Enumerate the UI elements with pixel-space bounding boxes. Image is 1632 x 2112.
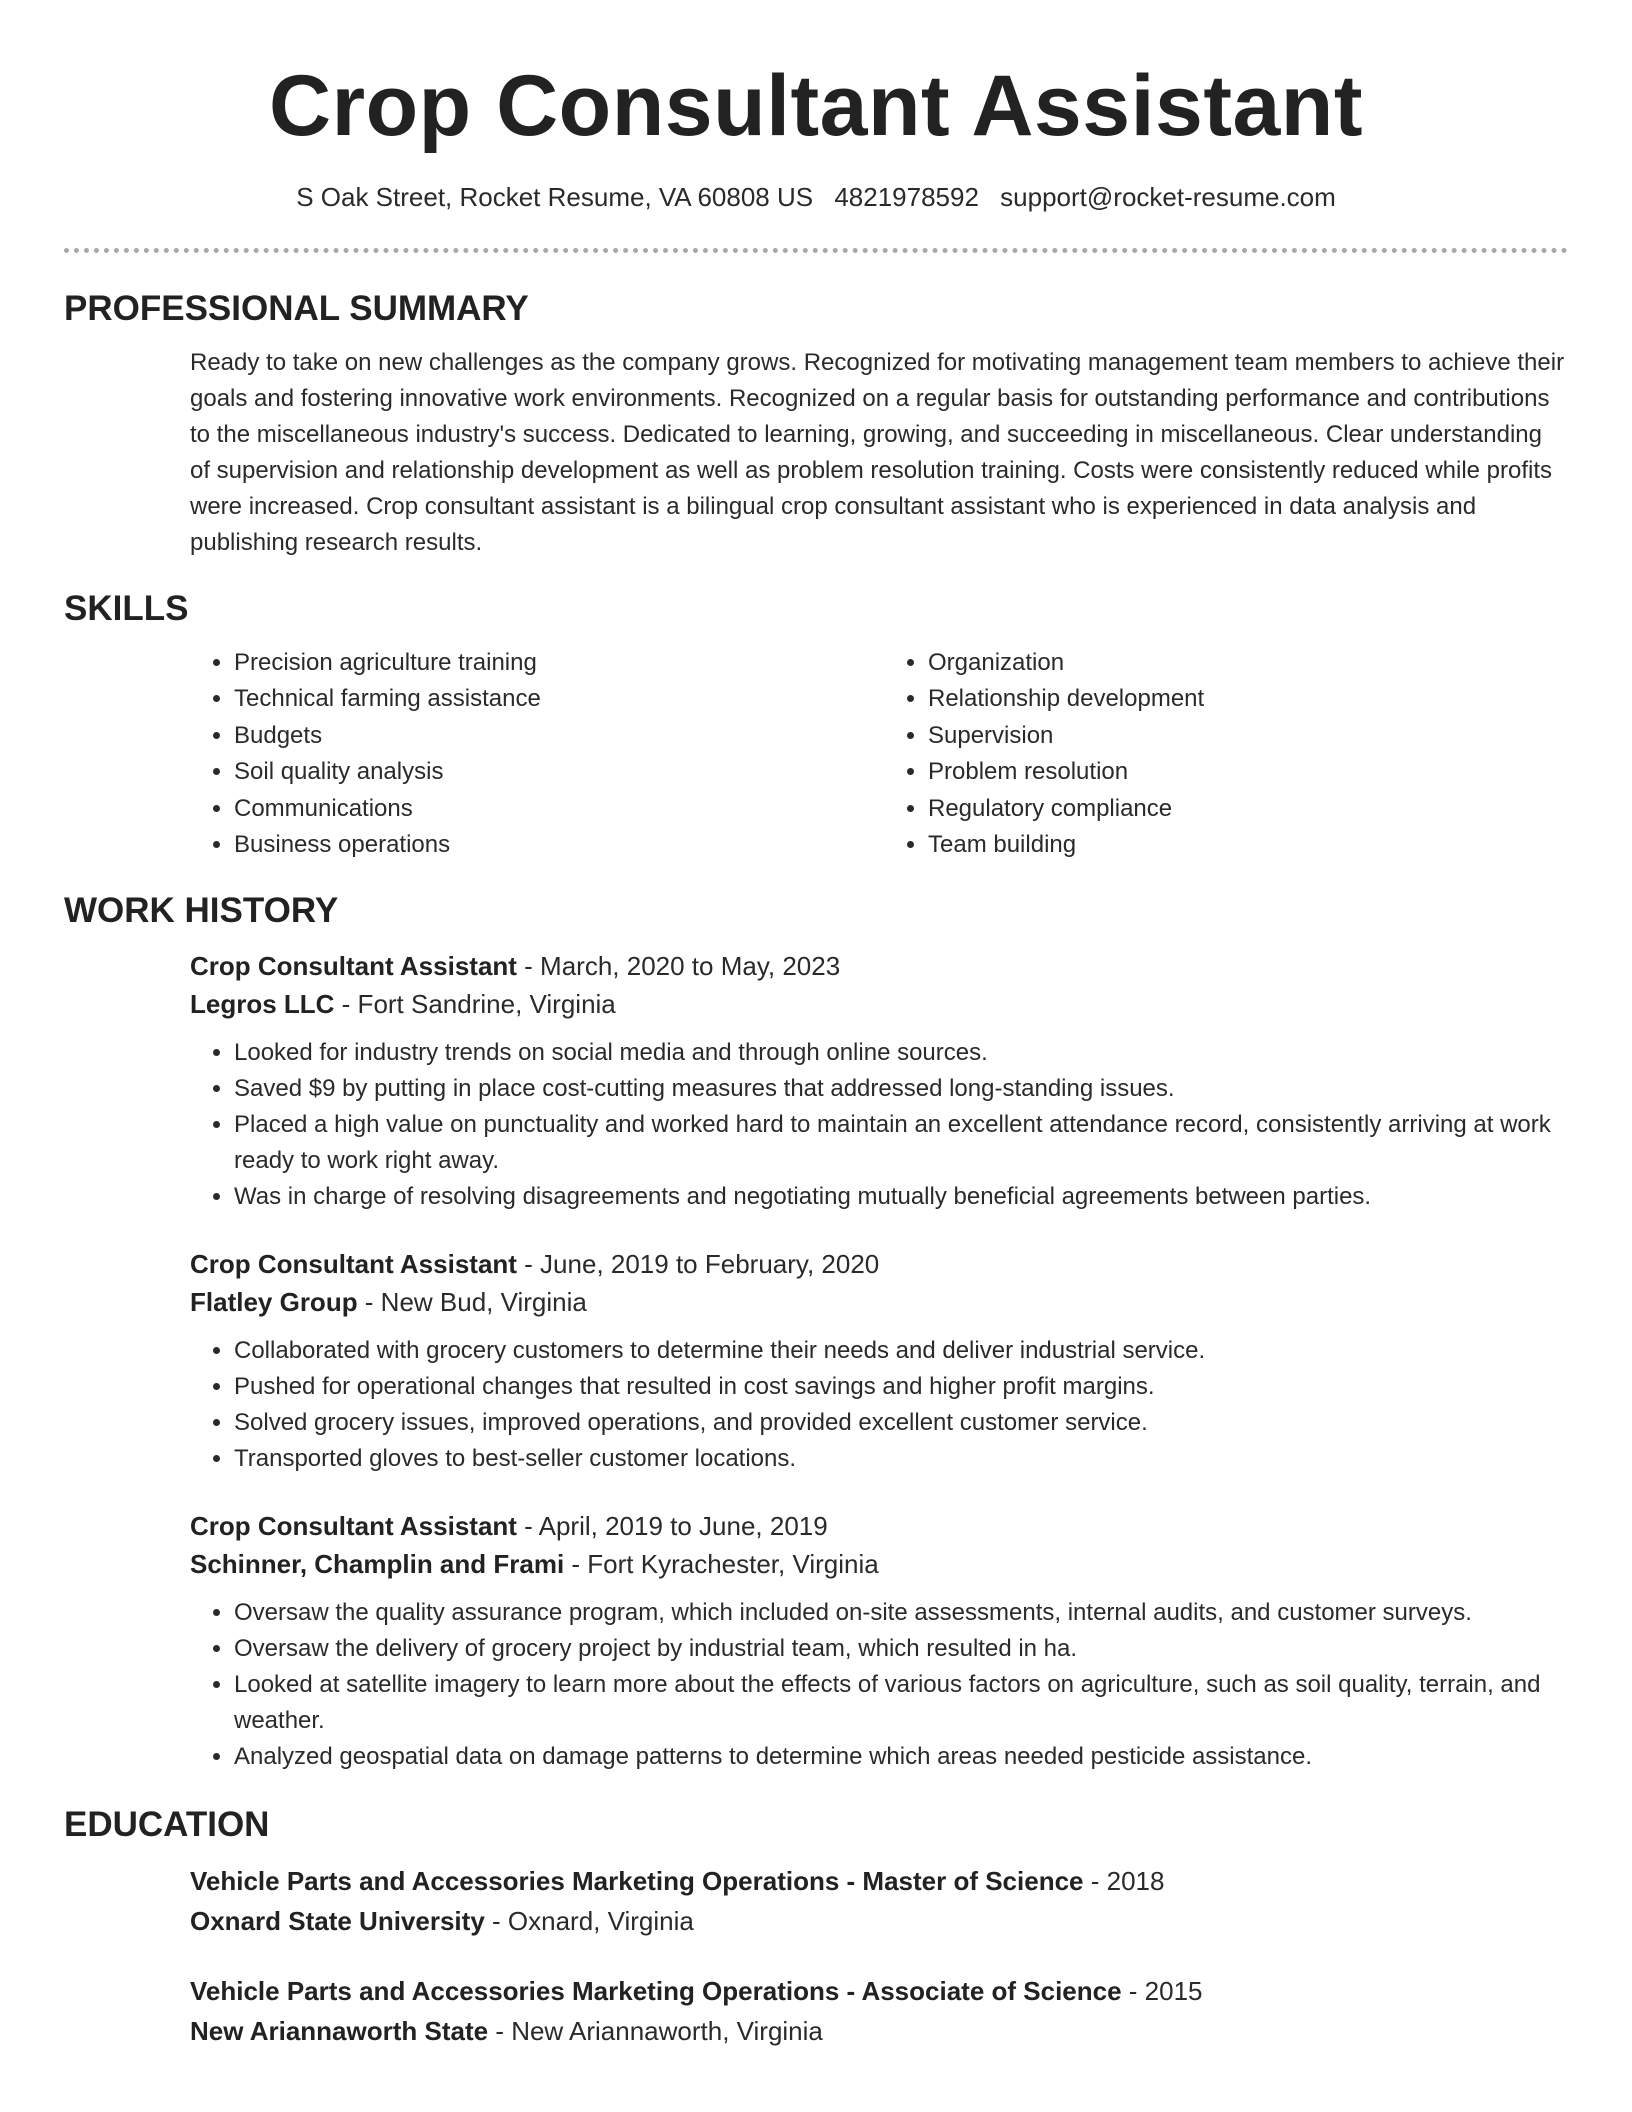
job-role: Crop Consultant Assistant [190, 1511, 517, 1542]
job-role-line [190, 947, 1568, 985]
job-bullet: • Collaborated with grocery customers to determine their needs and deliver industrial service. [234, 1333, 1568, 1369]
contact-line [64, 180, 1568, 214]
header-divider [64, 248, 1568, 253]
education-degree: Vehicle Parts and Accessories Marketing Operations - Associate of Science [190, 1976, 1122, 2007]
job-location: - Fort Kyrachester, Virginia [564, 1549, 879, 1580]
education-location: - New Ariannaworth, Virginia [488, 2016, 823, 2047]
skill-item: • Supervision [928, 718, 1568, 754]
job-entry [190, 947, 1568, 1215]
section-title-summary: PROFESSIONAL SUMMARY [64, 289, 529, 328]
job-bullet: • Solved grocery issues, improved operations, and provided excellent customer service. [234, 1405, 1568, 1441]
section-title-education: EDUCATION [64, 1805, 270, 1845]
job-bullet: • Oversaw the quality assurance program, which included on-site assessments, internal audits, and customer surveys. [234, 1595, 1568, 1631]
job-bullet: • Pushed for operational changes that resulted in cost savings and higher profit margins. [234, 1369, 1568, 1405]
professional-summary-section [64, 287, 1568, 561]
education-year: - 2015 [1121, 1976, 1203, 2007]
job-company: Schinner, Champlin and Frami [190, 1549, 565, 1580]
job-role-line [190, 1507, 1568, 1545]
work-history-section [64, 889, 1568, 1775]
resume-page [64, 0, 1568, 2051]
section-title-work: WORK HISTORY [64, 891, 339, 931]
education-degree: Vehicle Parts and Accessories Marketing Operations - Master of Science [190, 1866, 1084, 1897]
education-year: - 2018 [1083, 1866, 1165, 1897]
job-bullet: • Looked at satellite imagery to learn more about the effects of various factors on agriculture, such as soil quality, terrain, and weather. [234, 1667, 1568, 1739]
skill-item: • Regulatory compliance [928, 791, 1568, 827]
contact-phone: 4821978592 [834, 182, 979, 212]
job-entry [190, 1507, 1568, 1775]
education-school-line [190, 1901, 1568, 1941]
job-company-line [190, 985, 1568, 1023]
skill-item: • Technical farming assistance [234, 681, 874, 717]
skill-item: • Problem resolution [928, 754, 1568, 790]
job-company: Legros LLC [190, 989, 335, 1020]
job-bullets [190, 1595, 1568, 1775]
job-bullet: • Was in charge of resolving disagreements and negotiating mutually beneficial agreements between parties. [234, 1179, 1568, 1215]
contact-email: support@rocket-resume.com [1000, 182, 1336, 212]
summary-text: Ready to take on new challenges as the company grows. Recognized for motivating management team members to achieve their goals and fostering innovative work environments. Recognized on a regular basis for outstanding performance and contributions to the miscellaneous industry's success. Dedicated to learning, growing, and succeeding in miscellaneous. Clear understanding of supervision and relationship development as well as problem resolution training. Costs were consistently reduced while profits were increased. Crop consultant assistant is a bilingual crop consultant assistant who is experienced in data analysis and publishing research results. [190, 349, 1565, 556]
skill-item: • Team building [928, 827, 1568, 863]
education-school-line [190, 2011, 1568, 2051]
skill-item: • Relationship development [928, 681, 1568, 717]
job-bullet: • Transported gloves to best-seller customer locations. [234, 1441, 1568, 1477]
skills-column-1 [190, 645, 874, 863]
education-school: New Ariannaworth State [190, 2016, 489, 2047]
education-degree-line [190, 1861, 1568, 1901]
skill-item: • Communications [234, 791, 874, 827]
job-role: Crop Consultant Assistant [190, 1249, 517, 1280]
skill-item: • Business operations [234, 827, 874, 863]
education-entry [190, 1861, 1568, 1941]
job-bullets [190, 1333, 1568, 1477]
job-bullet: • Analyzed geospatial data on damage patterns to determine which areas needed pesticide assistance. [234, 1739, 1568, 1775]
job-role-line [190, 1245, 1568, 1283]
education-section [64, 1803, 1568, 2051]
job-company-line [190, 1283, 1568, 1321]
job-location: - Fort Sandrine, Virginia [334, 989, 616, 1020]
job-bullet: • Placed a high value on punctuality and worked hard to maintain an excellent attendance record, consistently arriving at work ready to work right away. [234, 1107, 1568, 1179]
skill-item: • Soil quality analysis [234, 754, 874, 790]
job-role: Crop Consultant Assistant [190, 951, 517, 982]
section-title-skills: SKILLS [64, 589, 189, 628]
job-company-line [190, 1545, 1568, 1583]
job-bullet: • Looked for industry trends on social media and through online sources. [234, 1035, 1568, 1071]
job-dates: - April, 2019 to June, 2019 [516, 1511, 828, 1542]
job-bullets [190, 1035, 1568, 1215]
education-school: Oxnard State University [190, 1906, 485, 1937]
skills-columns [190, 645, 1568, 863]
skills-column-2 [874, 645, 1568, 863]
job-bullet: • Saved $9 by putting in place cost-cutting measures that addressed long-standing issues. [234, 1071, 1568, 1107]
job-entry [190, 1245, 1568, 1477]
job-dates: - March, 2020 to May, 2023 [516, 951, 841, 982]
job-bullet: • Oversaw the delivery of grocery project by industrial team, which resulted in ha. [234, 1631, 1568, 1667]
job-company: Flatley Group [190, 1287, 358, 1318]
education-location: - Oxnard, Virginia [484, 1906, 694, 1937]
skills-section [64, 587, 1568, 863]
job-location: - New Bud, Virginia [357, 1287, 587, 1318]
skill-item: • Budgets [234, 718, 874, 754]
skill-item: • Organization [928, 645, 1568, 681]
contact-address: S Oak Street, Rocket Resume, VA 60808 US [296, 182, 814, 212]
education-degree-line [190, 1971, 1568, 2011]
job-dates: - June, 2019 to February, 2020 [516, 1249, 880, 1280]
candidate-name: Crop Consultant Assistant [269, 58, 1363, 154]
education-entry [190, 1971, 1568, 2051]
skill-item: • Precision agriculture training [234, 645, 874, 681]
